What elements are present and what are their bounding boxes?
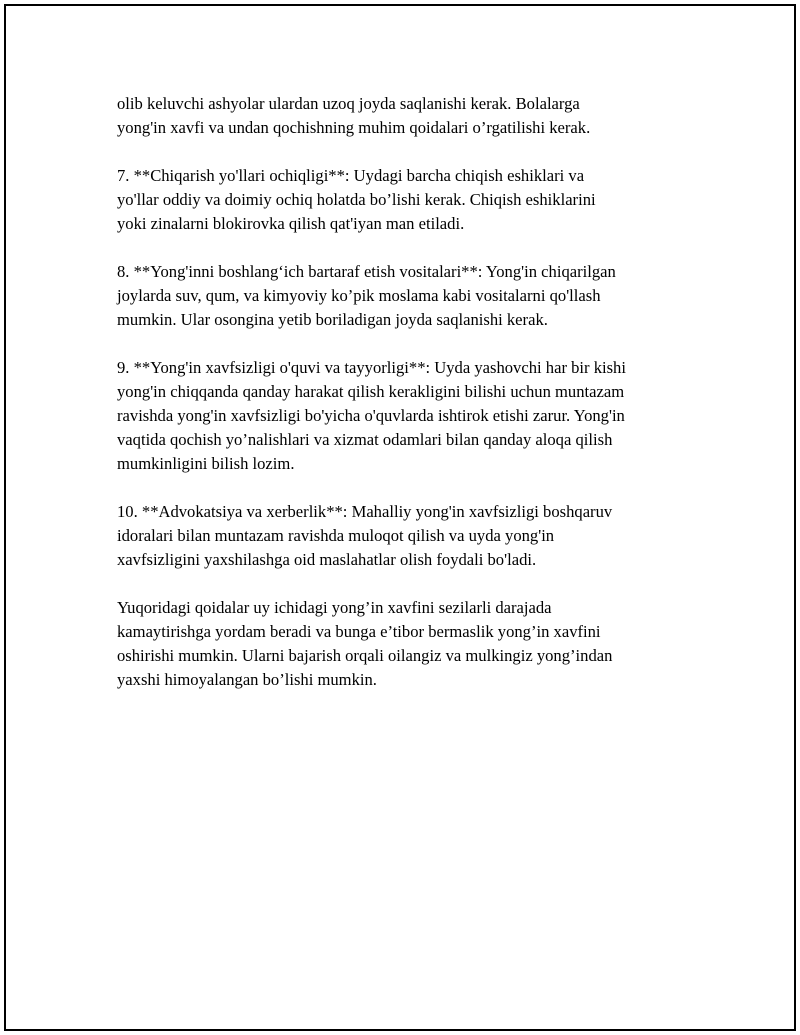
text-line: joylarda suv, qum, va kimyoviy ko’pik moslama kabi vositalarni qo'llash — [117, 286, 601, 305]
paragraph-item-7 — [117, 164, 707, 236]
text-line: idoralari bilan muntazam ravishda muloqot qilish va uyda yong'in — [117, 526, 555, 545]
text-line: kamaytirishga yordam beradi va bunga e’tibor bermaslik yong’in xavfini — [117, 622, 601, 641]
text-line: Yuqoridagi qoidalar uy ichidagi yong’in xavfini sezilarli darajada — [117, 598, 552, 617]
paragraph-item-10 — [117, 500, 707, 572]
paragraph-continuation — [117, 92, 707, 140]
text-line: 8. **Yong'inni boshlang‘ich bartaraf etish vositalari**: Yong'in chiqarilgan — [117, 262, 616, 281]
text-line: yong'in xavfi va undan qochishning muhim qoidalari o’rgatilishi kerak. — [117, 118, 591, 137]
text-line: yo'llar oddiy va doimiy ochiq holatda bo’lishi kerak. Chiqish eshiklarini — [117, 190, 596, 209]
text-line: vaqtida qochish yo’nalishlari va xizmat odamlari bilan qanday aloqa qilish — [117, 430, 613, 449]
text-line: 10. **Advokatsiya va xerberlik**: Mahalliy yong'in xavfsizligi boshqaruv — [117, 502, 613, 521]
text-line: yoki zinalarni blokirovka qilish qat'iyan man etiladi. — [117, 214, 465, 233]
text-line: mumkin. Ular osongina yetib boriladigan joyda saqlanishi kerak. — [117, 310, 548, 329]
text-line: ravishda yong'in xavfsizligi bo'yicha o'quvlarda ishtirok etishi zarur. Yong'in — [117, 406, 625, 425]
text-line: 7. **Chiqarish yo'llari ochiqligi**: Uydagi barcha chiqish eshiklari va — [117, 166, 585, 185]
document-body — [117, 92, 707, 716]
paragraph-item-9 — [117, 356, 707, 476]
text-line: yaxshi himoyalangan bo’lishi mumkin. — [117, 670, 377, 689]
text-line: mumkinligini bilish lozim. — [117, 454, 295, 473]
text-line: xavfsizligini yaxshilashga oid maslahatlar olish foydali bo'ladi. — [117, 550, 537, 569]
text-line: 9. **Yong'in xavfsizligi o'quvi va tayyorligi**: Uyda yashovchi har bir kishi — [117, 358, 626, 377]
text-line: olib keluvchi ashyolar ulardan uzoq joyda saqlanishi kerak. Bolalarga — [117, 94, 580, 113]
paragraph-conclusion — [117, 596, 707, 692]
text-line: oshirishi mumkin. Ularni bajarish orqali oilangiz va mulkingiz yong’indan — [117, 646, 613, 665]
paragraph-item-8 — [117, 260, 707, 332]
text-line: yong'in chiqqanda qanday harakat qilish kerakligini bilishi uchun muntazam — [117, 382, 625, 401]
